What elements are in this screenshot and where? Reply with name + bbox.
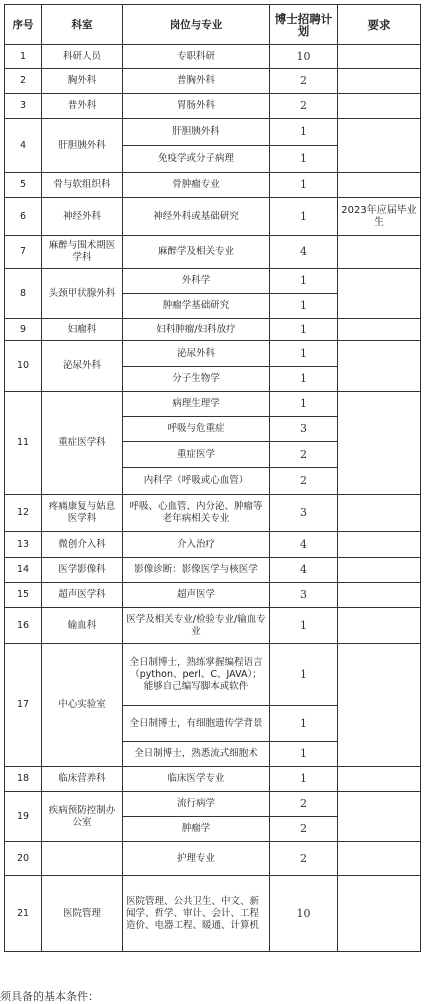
row-post: 呼吸、心血管、内分泌、肿瘤等老年病相关专业 [123,495,270,532]
row-no: 9 [5,319,42,341]
row-post: 护理专业 [123,842,270,876]
row-req [338,94,421,119]
row-no: 7 [5,236,42,269]
row-no: 20 [5,842,42,876]
row-dept: 超声医学科 [42,583,123,608]
row-plan: 1 [270,269,338,294]
row-plan: 2 [270,842,338,876]
row-dept: 妇瘤科 [42,319,123,341]
row-plan: 10 [270,876,338,952]
row-no: 16 [5,608,42,644]
row-no: 21 [5,876,42,952]
row-plan: 1 [270,119,338,146]
row-dept: 疼痛康复与姑息医学科 [42,495,123,532]
table-row [5,341,421,367]
table-row [5,94,421,119]
row-post: 全日制博士，熟悉流式细胞术 [123,742,270,767]
header-dept: 科室 [42,5,123,45]
row-post: 重症医学 [123,442,270,468]
row-dept: 胸外科 [42,69,123,94]
row-dept: 普外科 [42,94,123,119]
row-plan: 4 [270,532,338,558]
row-no: 19 [5,792,42,842]
row-plan: 2 [270,94,338,119]
table-row [5,558,421,583]
row-req [338,392,421,495]
row-req [338,45,421,69]
footer-text: 须具备的基本条件： [0,990,99,1003]
row-dept: 微创介入科 [42,532,123,558]
row-plan: 1 [270,341,338,367]
header-post: 岗位与专业 [123,5,270,45]
row-post: 专职科研 [123,45,270,69]
row-post: 免疫学或分子病理 [123,146,270,173]
row-no: 18 [5,767,42,792]
row-dept: 神经外科 [42,198,123,236]
row-no: 1 [5,45,42,69]
row-plan: 4 [270,236,338,269]
table-row [5,532,421,558]
row-req: 2023年应届毕业生 [338,198,421,236]
row-plan: 1 [270,644,338,706]
header-plan: 博士招聘计划 [270,5,338,45]
row-dept [42,842,123,876]
table-row [5,876,421,952]
row-post: 神经外科或基础研究 [123,198,270,236]
row-plan: 1 [270,608,338,644]
row-plan: 4 [270,558,338,583]
row-no: 10 [5,341,42,392]
row-req [338,842,421,876]
table-row [5,392,421,417]
table-row [5,119,421,146]
row-req [338,173,421,198]
table-row [5,236,421,269]
row-dept: 麻醉与围术期医学科 [42,236,123,269]
row-dept: 泌尿外科 [42,341,123,392]
row-req [338,319,421,341]
row-no: 5 [5,173,42,198]
row-plan: 2 [270,468,338,495]
row-req [338,767,421,792]
row-post: 麻醉学及相关专业 [123,236,270,269]
row-plan: 2 [270,817,338,842]
row-post: 妇科肿瘤/妇科放疗 [123,319,270,341]
table-row [5,644,421,706]
row-no: 8 [5,269,42,319]
row-post: 临床医学专业 [123,767,270,792]
row-plan: 3 [270,583,338,608]
row-plan: 2 [270,442,338,468]
row-plan: 1 [270,706,338,742]
row-post: 流行病学 [123,792,270,817]
row-post: 病理生理学 [123,392,270,417]
row-plan: 1 [270,319,338,341]
row-post: 外科学 [123,269,270,294]
row-no: 12 [5,495,42,532]
row-dept: 重症医学科 [42,392,123,495]
row-dept: 输血科 [42,608,123,644]
table-row [5,319,421,341]
row-post: 肿瘤学基础研究 [123,294,270,319]
row-plan: 1 [270,173,338,198]
row-post: 胃肠外科 [123,94,270,119]
row-dept: 医学影像科 [42,558,123,583]
row-no: 15 [5,583,42,608]
table-row [5,173,421,198]
table-row [5,842,421,876]
row-no: 11 [5,392,42,495]
row-no: 14 [5,558,42,583]
row-req [338,608,421,644]
row-post: 影像诊断：影像医学与核医学 [123,558,270,583]
row-plan: 10 [270,45,338,69]
row-req [338,792,421,842]
row-post: 肝胆胰外科 [123,119,270,146]
row-no: 17 [5,644,42,767]
row-req [338,532,421,558]
row-plan: 1 [270,742,338,767]
header-no: 序号 [5,5,42,45]
row-req [338,583,421,608]
table-row [5,269,421,294]
row-dept: 疾病预防控制办公室 [42,792,123,842]
row-no: 2 [5,69,42,94]
row-dept: 科研人员 [42,45,123,69]
row-post: 肿瘤学 [123,817,270,842]
row-req [338,119,421,173]
row-post: 医院管理、公共卫生、中文、新闻学、哲学、审计、会计、工程造价、电器工程、暖通、计算机 [123,876,270,952]
row-dept: 肝胆胰外科 [42,119,123,173]
row-post: 超声医学 [123,583,270,608]
row-post: 介入治疗 [123,532,270,558]
recruitment-table [4,4,421,952]
row-post: 泌尿外科 [123,341,270,367]
table-row [5,69,421,94]
row-post: 呼吸与危重症 [123,417,270,442]
table-row [5,608,421,644]
row-dept: 临床营养科 [42,767,123,792]
row-post: 内科学（呼吸或心血管） [123,468,270,495]
row-req [338,269,421,319]
table-row [5,45,421,69]
row-dept: 骨与软组织科 [42,173,123,198]
row-plan: 1 [270,392,338,417]
row-req [338,495,421,532]
row-plan: 1 [270,367,338,392]
table-row [5,767,421,792]
row-post: 全日制博士，有细胞遗传学背景 [123,706,270,742]
header-row [5,5,421,45]
row-dept: 头颈甲状腺外科 [42,269,123,319]
row-no: 4 [5,119,42,173]
row-plan: 3 [270,417,338,442]
table-row [5,495,421,532]
row-plan: 2 [270,792,338,817]
row-plan: 1 [270,146,338,173]
row-req [338,644,421,767]
row-plan: 1 [270,198,338,236]
row-post: 医学及相关专业/检验专业/输血专业 [123,608,270,644]
table-row [5,583,421,608]
row-plan: 2 [270,69,338,94]
row-dept: 中心实验室 [42,644,123,767]
row-no: 13 [5,532,42,558]
row-plan: 1 [270,767,338,792]
row-post: 骨肿瘤专业 [123,173,270,198]
row-no: 3 [5,94,42,119]
row-plan: 3 [270,495,338,532]
row-req [338,236,421,269]
header-req: 要求 [338,5,421,45]
row-req [338,341,421,392]
row-post: 普胸外科 [123,69,270,94]
row-req [338,558,421,583]
row-post: 分子生物学 [123,367,270,392]
row-req [338,876,421,952]
row-req [338,69,421,94]
row-post: 全日制博士，熟练掌握编程语言（python、perl、C、JAVA）；能够自己编写脚本或软件 [123,644,270,706]
table-row [5,792,421,817]
table-row [5,198,421,236]
row-plan: 1 [270,294,338,319]
row-no: 6 [5,198,42,236]
row-dept: 医院管理 [42,876,123,952]
